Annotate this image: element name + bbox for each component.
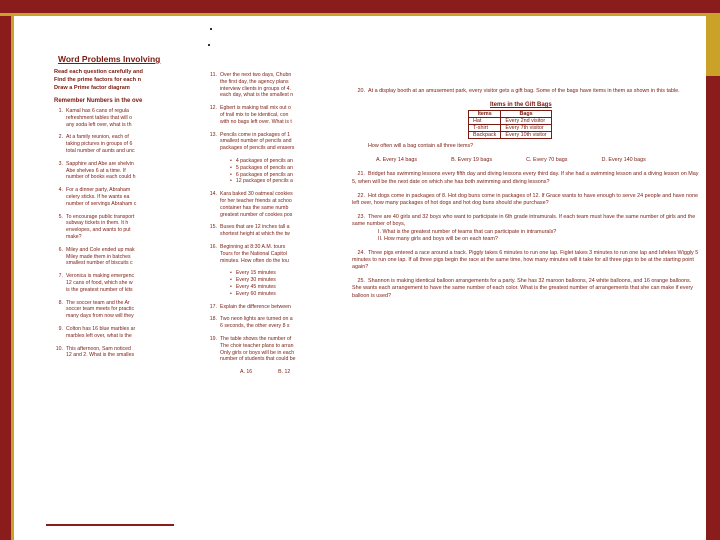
remember-note: Remember Numbers in the ove — [54, 98, 143, 104]
option-c: C. Every 70 bags — [526, 157, 568, 164]
question-3: 3. Sapphire and Abe are shelvin Abe shelves 6 at a time. If number of books each could h — [58, 160, 136, 181]
question-17: 17. Explain the difference between — [209, 303, 291, 310]
option-item: • Every 30 minutes — [230, 277, 328, 284]
sub-question: II. How many girls and boys will be on each team? — [378, 235, 498, 242]
question-12: 12. Egbert is making trail mix out o of trail mix to be identical, con with no bags left over. What is t — [209, 105, 292, 125]
right-border — [706, 76, 720, 540]
instruction-line: Draw a Prime factor diagram — [54, 85, 130, 91]
stray-mark — [210, 28, 212, 30]
worksheet-page-2 — [200, 18, 328, 508]
question-9: 9. Colton has 16 blue marbles ar marbles left over, what is the — [58, 325, 136, 339]
question-22: 22. Hot dogs come in packages of 8. Hot dog buns come in packages of 12. If Grace wants to have enough to serve 24 people and have none left over, how many packages of hot dogs and hot dog buns should she purchase? — [352, 192, 698, 207]
option-a: A. Every 14 bags — [376, 157, 418, 164]
gift-bags-table — [468, 110, 552, 139]
question-4: 4. For a dinner party, Abraham celery sticks. If he wants ea number of servings Abraham c — [58, 187, 137, 207]
question-13: 13. Pencils come in packages of 1 smallest number of pencils and packages of pencils and erasers — [209, 131, 295, 152]
question-5: 5. To encourage public transport subway tickets in them. It h envelopes, and wants to put make? — [58, 213, 135, 240]
question-23-parts — [378, 229, 700, 243]
worksheet-title: Word Problems Involving — [58, 54, 161, 64]
question-16-options — [230, 270, 328, 297]
question-21: 21. Bridget has swimming lessons every fifth day and diving lessons every third day. If she had a swimming lesson and a diving lesson on May 5, when will be the next date on which she has both swimming and diving lessons? — [352, 171, 699, 185]
table-row: Backpack Every 10th visitor — [469, 132, 552, 139]
question-6: 6. Miley and Cole ended up mak Miley made them in batches smallest number of biscuits c — [58, 246, 135, 267]
table-row: T-shirt Every 7th visitor — [469, 125, 552, 132]
question-8: 8. The soccer team and the Ar soccer team meets for practic many days from now will they — [58, 299, 135, 320]
question-list-1 — [46, 108, 176, 359]
instruction-line: Read each question carefully and — [54, 69, 143, 75]
question-19: 19. The table shows the number of The choir teacher plans to arran Only girls or boys will be in each number of students that could be — [209, 335, 296, 363]
question-20-prompt: How often will a bag contain all three items? — [368, 143, 474, 150]
option-item: • Every 15 minutes — [230, 270, 328, 277]
question-2: 2. At a family reunion, each of taking pictures in groups of 6 total number of aunts and unc — [58, 134, 135, 154]
question-20: 20. At a display booth at an amusement park, every visitor gets a gift bag. Some of the bags have items in them as shown in this table. — [357, 88, 680, 94]
option-d: D. Every 140 bags — [601, 157, 646, 164]
option-item: • 12 packages of pencils a — [230, 178, 328, 185]
option-item: • 5 packages of pencils an — [230, 165, 328, 172]
option-a: A. 16 — [240, 369, 253, 376]
question-24: 24. Three pigs entered a race around a track. Piggly takes 6 minutes to run one lap. Figlet takes 3 minutes to run one lap and Isfekes Wiggly 5 minutes to run one lap. If all three pigs begin the race at the same time, how many minutes will it take for all three pigs to be at the starting point again? — [352, 249, 699, 271]
option-item: • 4 packages of pencils an — [230, 158, 328, 165]
question-10: 10. This afternoon, Sam noticed 12 and 2. What is the smalles — [55, 345, 135, 359]
question-11: 11. Over the next two days, Chubn the first day, the agency plans interview clients in groups of 4. each day, what is the smallest n — [210, 72, 294, 99]
instruction-line: Find the prime factors for each n — [54, 77, 142, 83]
option-item: • Every 60 minutes — [230, 291, 328, 298]
question-1: 1. Kamal has 6 cans of regula refreshment tables that will o any soda left over, what is th — [58, 108, 133, 128]
table-header: Items — [469, 111, 501, 118]
top-border — [0, 0, 720, 16]
question-15: 15. Buses that are 12 inches tall a shortest height at which the tw — [209, 224, 290, 238]
gift-table-title: Items in the Gift Bags — [490, 102, 552, 109]
corner-accent — [706, 16, 720, 76]
question-23: 23. There are 40 girls and 32 boys who want to participate in 6th grade intramurals. If each team must have the same number of girls and the same number of boys, — [352, 214, 696, 228]
question-25: 25. Shannon is making identical balloon arrangements for a party. She has 32 maroon balloons, 24 white balloons, and 16 orange balloons. She wants each arrangement to have the same number of each color. What is the greatest number of arrangements that she can make if every balloon is used? — [352, 278, 693, 299]
left-border — [0, 16, 14, 540]
worksheet-page-3 — [346, 18, 700, 508]
stray-mark — [208, 44, 210, 46]
option-b: B. 12 — [278, 369, 291, 376]
question-7: 7. Veronica is making emergenc 12 cans of food, which she w is the greatest number of kits — [58, 273, 135, 293]
question-13-options — [230, 158, 328, 185]
question-14: 14. Kara baked 30 oatmeal cookies for her teacher friends at schoo container has the same numb greatest number of cookies pos — [209, 191, 293, 218]
question-19-options — [240, 369, 328, 375]
option-item: • 6 packages of pencils an — [230, 172, 328, 179]
option-item: • Every 45 minutes — [230, 284, 328, 291]
question-16: 16. Beginning at 8:30 A.M. tours Tours for the National Capitol minutes. How often do the tou — [209, 243, 289, 264]
table-header: Bags — [501, 111, 551, 118]
worksheet-page-1 — [46, 18, 176, 508]
option-b: B. Every 19 bags — [451, 157, 493, 164]
question-18: 18. Two neon lights are turned on a 6 seconds, the other every 8 s — [209, 316, 293, 330]
bottom-rule — [46, 524, 174, 526]
sub-question: I. What is the greatest number of teams that can participate in intramurals? — [378, 228, 557, 235]
table-row: Hat Every 2nd visitor — [469, 118, 552, 125]
